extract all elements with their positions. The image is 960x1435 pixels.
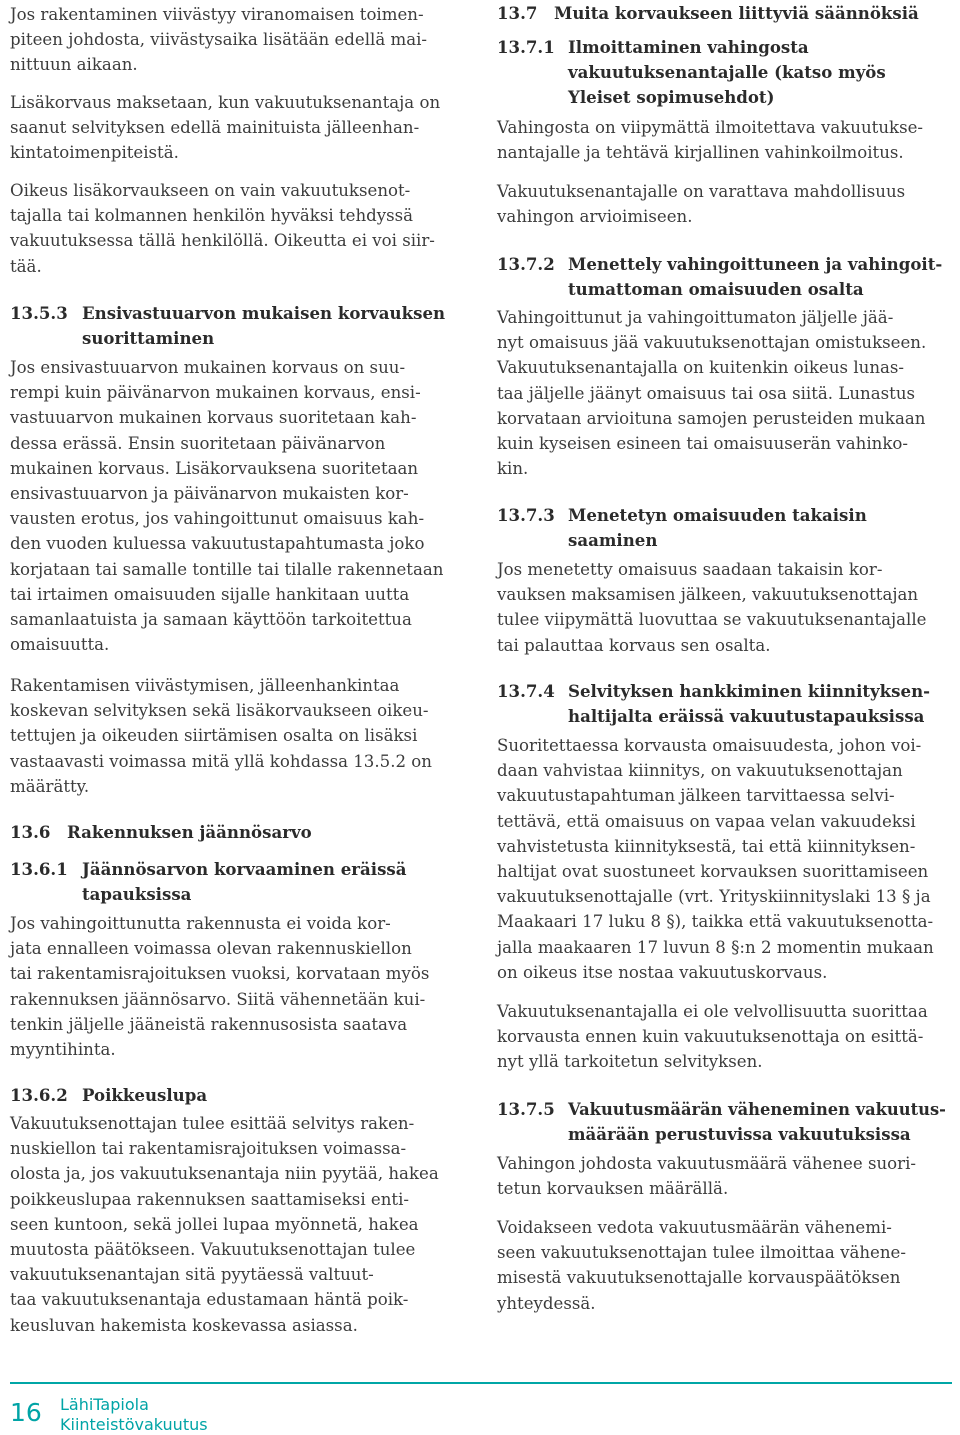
text-line: vahingon arvioimiseen. [497,207,693,227]
page-number: 16 [10,1398,42,1427]
text-line: kuin kyseisen esineen tai omaisuuserän vahinko- [497,434,908,454]
text-line: taa vakuutuksenantaja edustamaan häntä poik- [10,1290,409,1310]
text-line: seen kuntoon, sekä jollei lupaa myönnetä, hakea [10,1214,419,1234]
text-line: korvataan arvioituna samojen perusteiden mukaan [497,408,926,428]
paragraph [10,90,472,166]
text-line: haltijalta eräissä vakuutustapauksissa [568,706,925,727]
text-line: Menetetyn omaisuuden takaisin [568,505,867,525]
section-number: 13.6.1 [10,859,68,879]
text-line: dessa erässä. Ensin suoritetaan päivänarvon [10,433,386,453]
text-line: mukainen korvaus. Lisäkorvauksena suoritetaan [10,458,419,478]
section-number: 13.7 [497,3,538,23]
section-number: 13.7.2 [497,254,555,274]
text-line: vakuutustapahtuman jälkeen tarvittaessa selvi- [497,786,895,806]
section-title [82,301,445,351]
text-line: määrään perustuvissa vakuutuksissa [568,1124,911,1145]
text-line: rempi kuin päivänarvon mukainen korvaus, ensi- [10,383,421,403]
text-line: tumattoman omaisuuden osalta [568,279,864,300]
paragraph [497,179,949,229]
paragraph [497,305,949,481]
text-line: tajalla tai kolmannen henkilön hyväksi tehdyssä [10,206,414,226]
document-title: Kiinteistövakuutus [60,1415,208,1434]
text-line: Jos menetetty omaisuus saadaan takaisin kor- [497,560,883,579]
paragraph [10,673,472,799]
text-line: Suoritettaessa korvausta omaisuudesta, johon voi- [497,736,922,755]
text-line: Lisäkorvaus maksetaan, kun vakuutuksenantaja on [10,93,441,112]
paragraph [10,178,472,279]
text-line: koskevan selvityksen sekä lisäkorvaukseen oikeu- [10,701,429,721]
text-line: nuskiellon tai rakentamisrajoituksen voimassa- [10,1139,407,1159]
text-line: vastaavasti voimassa mitä yllä kohdassa 13.5.2 on [10,751,432,771]
text-line: Selvityksen hankkiminen kiinnityksen- [568,681,931,701]
text-line: keusluvan hakemista koskevassa asiassa. [10,1315,358,1335]
text-line: Ilmoittaminen vahingosta [568,37,809,57]
footer-brand [60,1395,208,1435]
section-number: 13.7.5 [497,1099,555,1119]
text-line: muutosta päätökseen. Vakuutuksenottajan tulee [10,1240,416,1260]
text-line: Vakuutuksenottajan tulee esittää selvitys raken- [10,1114,415,1133]
text-line: Voidakseen vedota vakuutusmäärän vähenemi- [497,1218,892,1237]
section-title [568,252,942,302]
section-title [82,857,407,907]
text-line: Vahingoittunut ja vahingoittumaton jäljelle jää- [497,308,894,327]
text-line: saanut selvityksen edellä mainituista jälleenhan- [10,118,420,138]
section-number: 13.7.1 [497,37,555,57]
text-line: Vakuutuksenantajalla ei ole velvollisuutta suorittaa [497,1002,928,1021]
text-line: taa jäljelle jäänyt omaisuus tai osa siitä. Lunastus [497,383,916,403]
text-line: tai irtaimen omaisuuden sijalle hankitaan uutta [10,584,410,604]
text-line: Muita korvaukseen liittyviä säännöksiä [554,3,919,23]
text-line: daan vahvistaa kiinnitys, on vakuutuksenottajan [497,761,903,781]
paragraph [497,1151,949,1201]
text-line: määrätty. [10,776,90,796]
paragraph [10,911,472,1062]
text-line: seen vakuutuksenottajan tulee ilmoittaa vähene- [497,1243,906,1263]
text-line: tenkin jäljelle jääneistä rakennusosista saatava [10,1014,408,1034]
section-title [554,1,919,26]
text-line: vauksen maksamisen jälkeen, vakuutuksenottajan [497,585,919,605]
section-title [568,503,867,553]
text-line: ensivastuuarvon ja päivänarvon mukaisten kor- [10,484,409,504]
text-line: Yleiset sopimusehdot) [568,87,775,108]
paragraph [10,355,472,657]
text-line: Menettely vahingoittuneen ja vahingoit- [568,254,943,274]
text-line: Vakuutuksenantajalla on kuitenkin oikeus lunas- [497,358,905,378]
text-line: nittuun aikaan. [10,55,138,75]
brand-name: LähiTapiola [60,1395,149,1414]
paragraph [10,1111,472,1338]
text-line: nantajalle ja tehtävä kirjallinen vahinkoilmoitus. [497,143,904,163]
text-line: Jos rakentaminen viivästyy viranomaisen toimen- [10,5,424,24]
text-line: misestä vakuutuksenottajalle korvauspäätöksen [497,1268,901,1288]
text-line: Vahingosta on viipymättä ilmoitettava vakuutukse- [497,118,924,137]
section-title [568,679,930,729]
text-line: Ensivastuuarvon mukaisen korvauksen [82,303,446,323]
text-line: den vuoden kuluessa vakuutustapahtumasta joko [10,534,425,554]
text-line: tai rakentamisrajoituksen vuoksi, korvataan myös [10,964,430,984]
paragraph [497,733,949,985]
text-line: tettujen ja oikeuden siirtämisen osalta on lisäksi [10,726,418,746]
paragraph [497,557,949,658]
text-line: Oikeus lisäkorvaukseen on vain vakuutuksenot- [10,181,411,200]
text-line: vahvistetusta kiinnityksestä, tai että kiinnityksen- [497,836,916,856]
text-line: tai palauttaa korvaus sen osalta. [497,635,771,655]
section-number: 13.5.3 [10,303,68,323]
text-line: tapauksissa [82,884,192,905]
text-line: jalla maakaaren 17 luvun 8 §:n 2 momentin mukaan [497,937,934,957]
text-line: korjataan tai samalle tontille tai tilalle rakennetaan [10,559,444,579]
text-line: kin. [497,459,529,479]
text-line: Rakentamisen viivästymisen, jälleenhankintaa [10,676,400,695]
text-line: samanlaatuista ja samaan käyttöön tarkoitettua [10,610,412,630]
text-line: Vakuutuksenantajalle on varattava mahdollisuus [497,182,906,201]
section-number: 13.6 [10,822,51,842]
text-line: vakuutuksessa tällä henkilöllä. Oikeutta ei voi siir- [10,231,435,251]
text-line: poikkeuslupaa rakennuksen saattamiseksi enti- [10,1189,409,1209]
section-title [568,1097,946,1147]
text-line: saaminen [568,530,658,551]
text-line: tetun korvauksen määrällä. [497,1179,729,1199]
text-line: haltijat ovat suostuneet korvauksen suorittamiseen [497,862,929,882]
text-line: vakuutuksenottajalle (vrt. Yrityskiinnityslaki 13 § ja [497,887,931,907]
text-line: Jos vahingoittunutta rakennusta ei voida kor- [10,914,391,933]
text-line: vakuutuksenantajan sitä pyytäessä valtuut- [10,1265,374,1285]
text-line: nyt omaisuus jää vakuutuksenottajan omistukseen. [497,333,927,353]
text-line: tää. [10,256,42,276]
text-line: on oikeus itse nostaa vakuutuskorvaus. [497,962,828,982]
text-line: Vakuutusmäärän väheneminen vakuutus- [568,1100,946,1119]
text-line: vausten erotus, jos vahingoittunut omaisuus kah- [10,509,425,529]
section-number: 13.7.4 [497,681,555,701]
text-line: yhteydessä. [497,1293,596,1313]
section-number: 13.6.2 [10,1085,68,1105]
text-line: kintatoimenpiteistä. [10,143,179,163]
text-line: Jäännösarvon korvaaminen eräissä [82,859,407,879]
text-line: myyntihinta. [10,1040,116,1060]
text-line: piteen johdosta, viivästysaika lisätään edellä mai- [10,30,428,50]
text-line: Poikkeuslupa [82,1085,208,1105]
section-title [568,35,886,111]
text-line: omaisuutta. [10,635,110,655]
text-line: Rakennuksen jäännösarvo [67,822,312,842]
text-line: Jos ensivastuuarvon mukainen korvaus on suu- [10,358,406,377]
text-line: olosta ja, jos vakuutuksenantaja niin pyytää, hakea [10,1164,439,1184]
footer-divider [10,1382,952,1384]
section-title [82,1083,207,1108]
section-title [67,820,312,845]
paragraph [10,2,472,78]
text-line: korvausta ennen kuin vakuutuksenottaja on esittä- [497,1027,924,1047]
text-line: Maakaari 17 luku 8 §), taikka että vakuutuksenotta- [497,912,934,932]
text-line: Vahingon johdosta vakuutusmäärä vähenee suori- [497,1154,916,1173]
text-line: jata ennalleen voimassa olevan rakennuskiellon [10,939,412,959]
text-line: vakuutuksenantajalle (katso myös [568,62,886,83]
text-line: tettävä, että omaisuus on vapaa velan vakuudeksi [497,811,916,831]
text-line: tulee viipymättä luovuttaa se vakuutuksenantajalle [497,610,927,630]
text-line: rakennuksen jäännösarvo. Siitä vähennetään kui- [10,989,426,1009]
text-line: suorittaminen [82,328,215,349]
paragraph [497,115,949,165]
text-line: vastuuarvon mukainen korvaus suoritetaan kah- [10,408,417,428]
text-line: nyt yllä tarkoitetun selvityksen. [497,1052,763,1072]
paragraph [497,1215,949,1316]
paragraph [497,999,949,1075]
section-number: 13.7.3 [497,505,555,525]
